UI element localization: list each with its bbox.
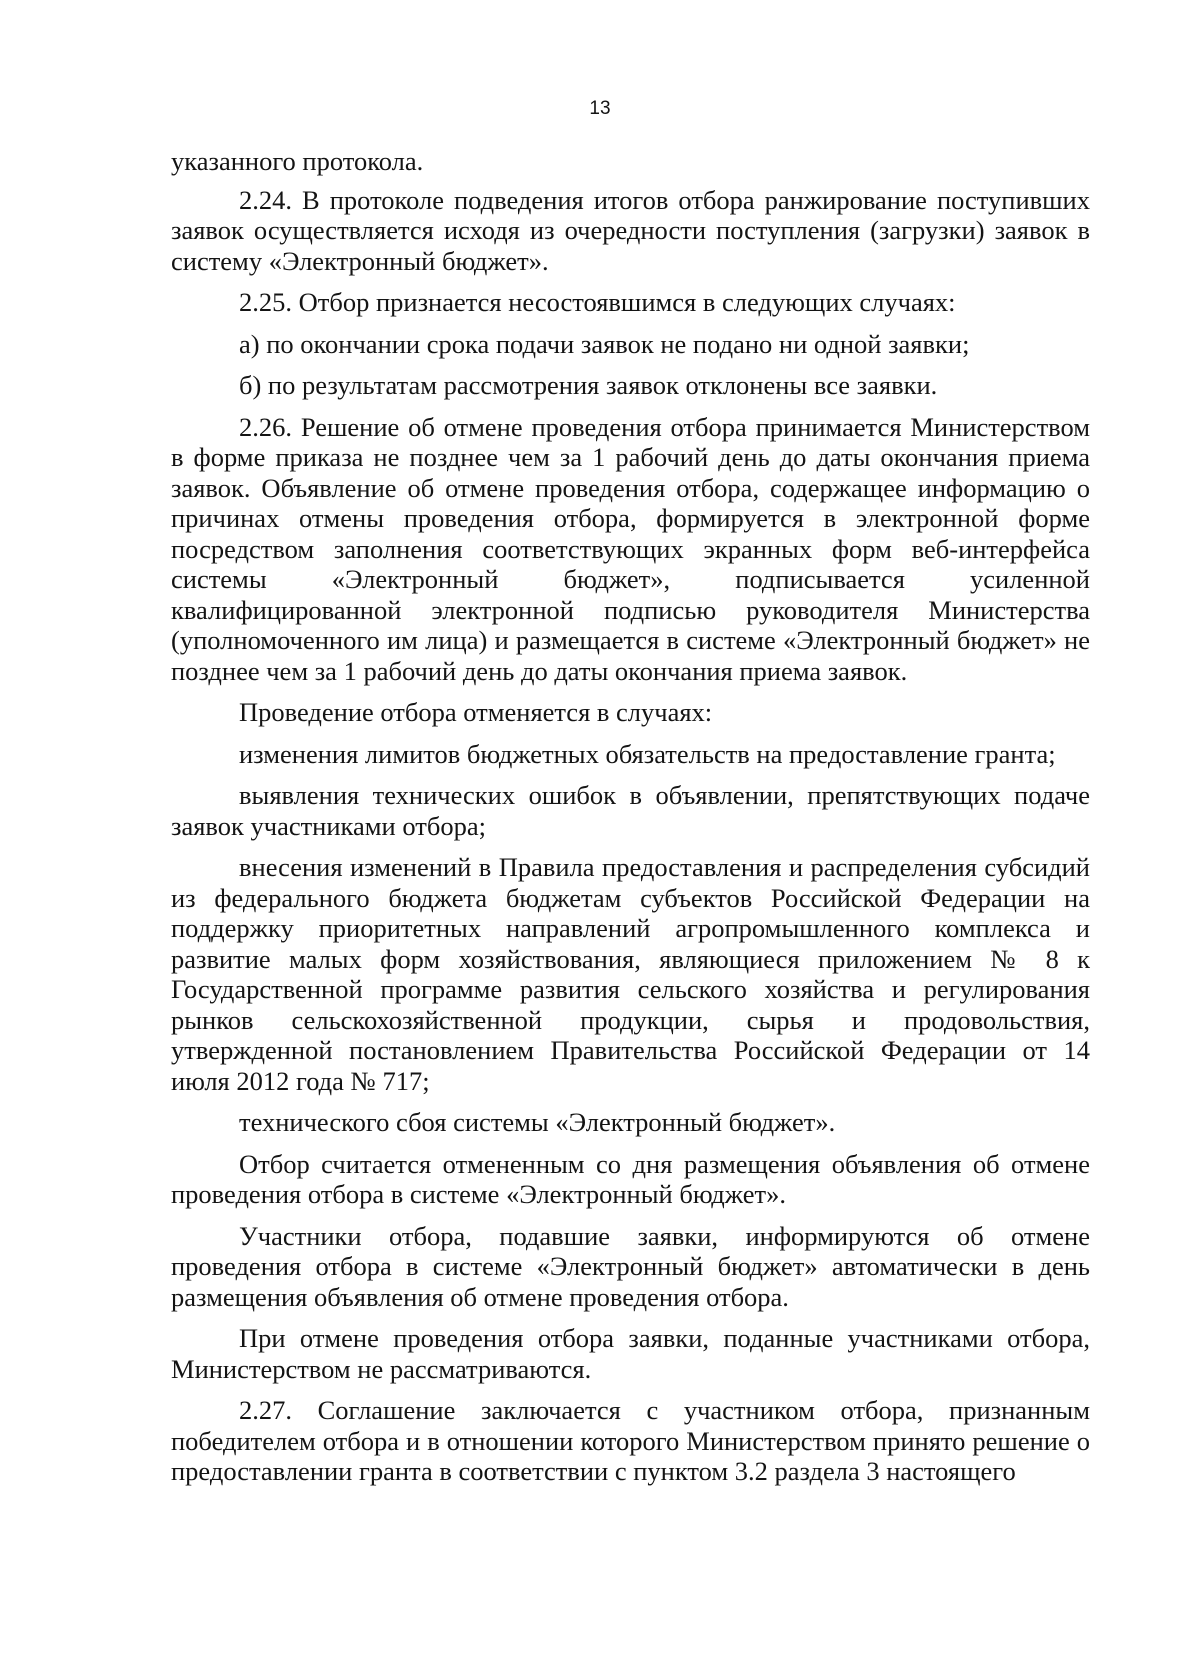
paragraph-2-27: 2.27. Соглашение заключается с участником отбора, признанным победителем отбора и в отношении которого Министерством принято решение о предоставлении гранта в соответствии с пунктом 3.2 раздела 3 настоящего [171,1395,1090,1486]
paragraph-2-24: 2.24. В протоколе подведения итогов отбора ранжирование поступивших заявок осуществляется исходя из очередности поступления (загрузки) заявок в систему «Электронный бюджет». [171,184,1090,276]
paragraph-2-25-a: а) по окончании срока подачи заявок не подано ни одной заявки; [239,328,970,359]
paragraph-case-limits: изменения лимитов бюджетных обязательств на предоставление гранта; [239,738,1056,769]
paragraph-case-failure: технического сбоя системы «Электронный бюджет». [239,1107,836,1137]
paragraph-cancelled-date: Отбор считается отмененным со дня размещения объявления об отмене проведения отбора в системе «Электронный бюджет». [171,1148,1090,1209]
paragraph-continuation: указанного протокола. [171,146,424,176]
paragraph-cancel-cases: Проведение отбора отменяется в случаях: [239,697,713,727]
document-body [171,146,1090,1487]
paragraph-case-errors: выявления технических ошибок в объявлении, препятствующих подаче заявок участниками отбора; [171,780,1090,841]
paragraph-2-26: 2.26. Решение об отмене проведения отбора принимается Министерством в форме приказа не позднее чем за 1 рабочий день до даты окончания приема заявок. Объявление об отмене проведения отбора, содержащее информацию о причинах отмены проведения отбора, формируется в электронной форме посредством заполнения соответствующих экранных форм веб-интерфейса системы «Электронный бюджет», подписывается усиленной квалифицированной электронной подписью руководителя Министерства (уполномоченного им лица) и размещается в системе «Электронный бюджет» не позднее чем за 1 рабочий день до даты окончания приема заявок. [171,411,1090,686]
paragraph-case-rules: внесения изменений в Правила предоставления и распределения субсидий из федерального бюджета бюджетам субъектов Российской Федерации на поддержку приоритетных направлений агропромышленного комплекса и развитие малых форм хозяйствования, являющиеся приложением № 8 к Государственной программе развития сельского хозяйства и регулирования рынков сельскохозяйственной продукции, сырья и продовольствия, утвержденной постановлением Правительства Российской Федерации от 14 июля 2012 года № 717; [171,852,1090,1096]
paragraph-applications-not-reviewed: При отмене проведения отбора заявки, поданные участниками отбора, Министерством не рассматриваются. [171,1323,1090,1384]
paragraph-2-25-b: б) по результатам рассмотрения заявок отклонены все заявки. [239,370,938,400]
page-number: 13 [589,98,611,119]
paragraph-participants-informed: Участники отбора, подавшие заявки, информируются об отмене проведения отбора в системе «Электронный бюджет» автоматически в день размещения объявления об отмене проведения отбора. [171,1220,1090,1312]
paragraph-2-25: 2.25. Отбор признается несостоявшимся в следующих случаях: [239,287,956,317]
